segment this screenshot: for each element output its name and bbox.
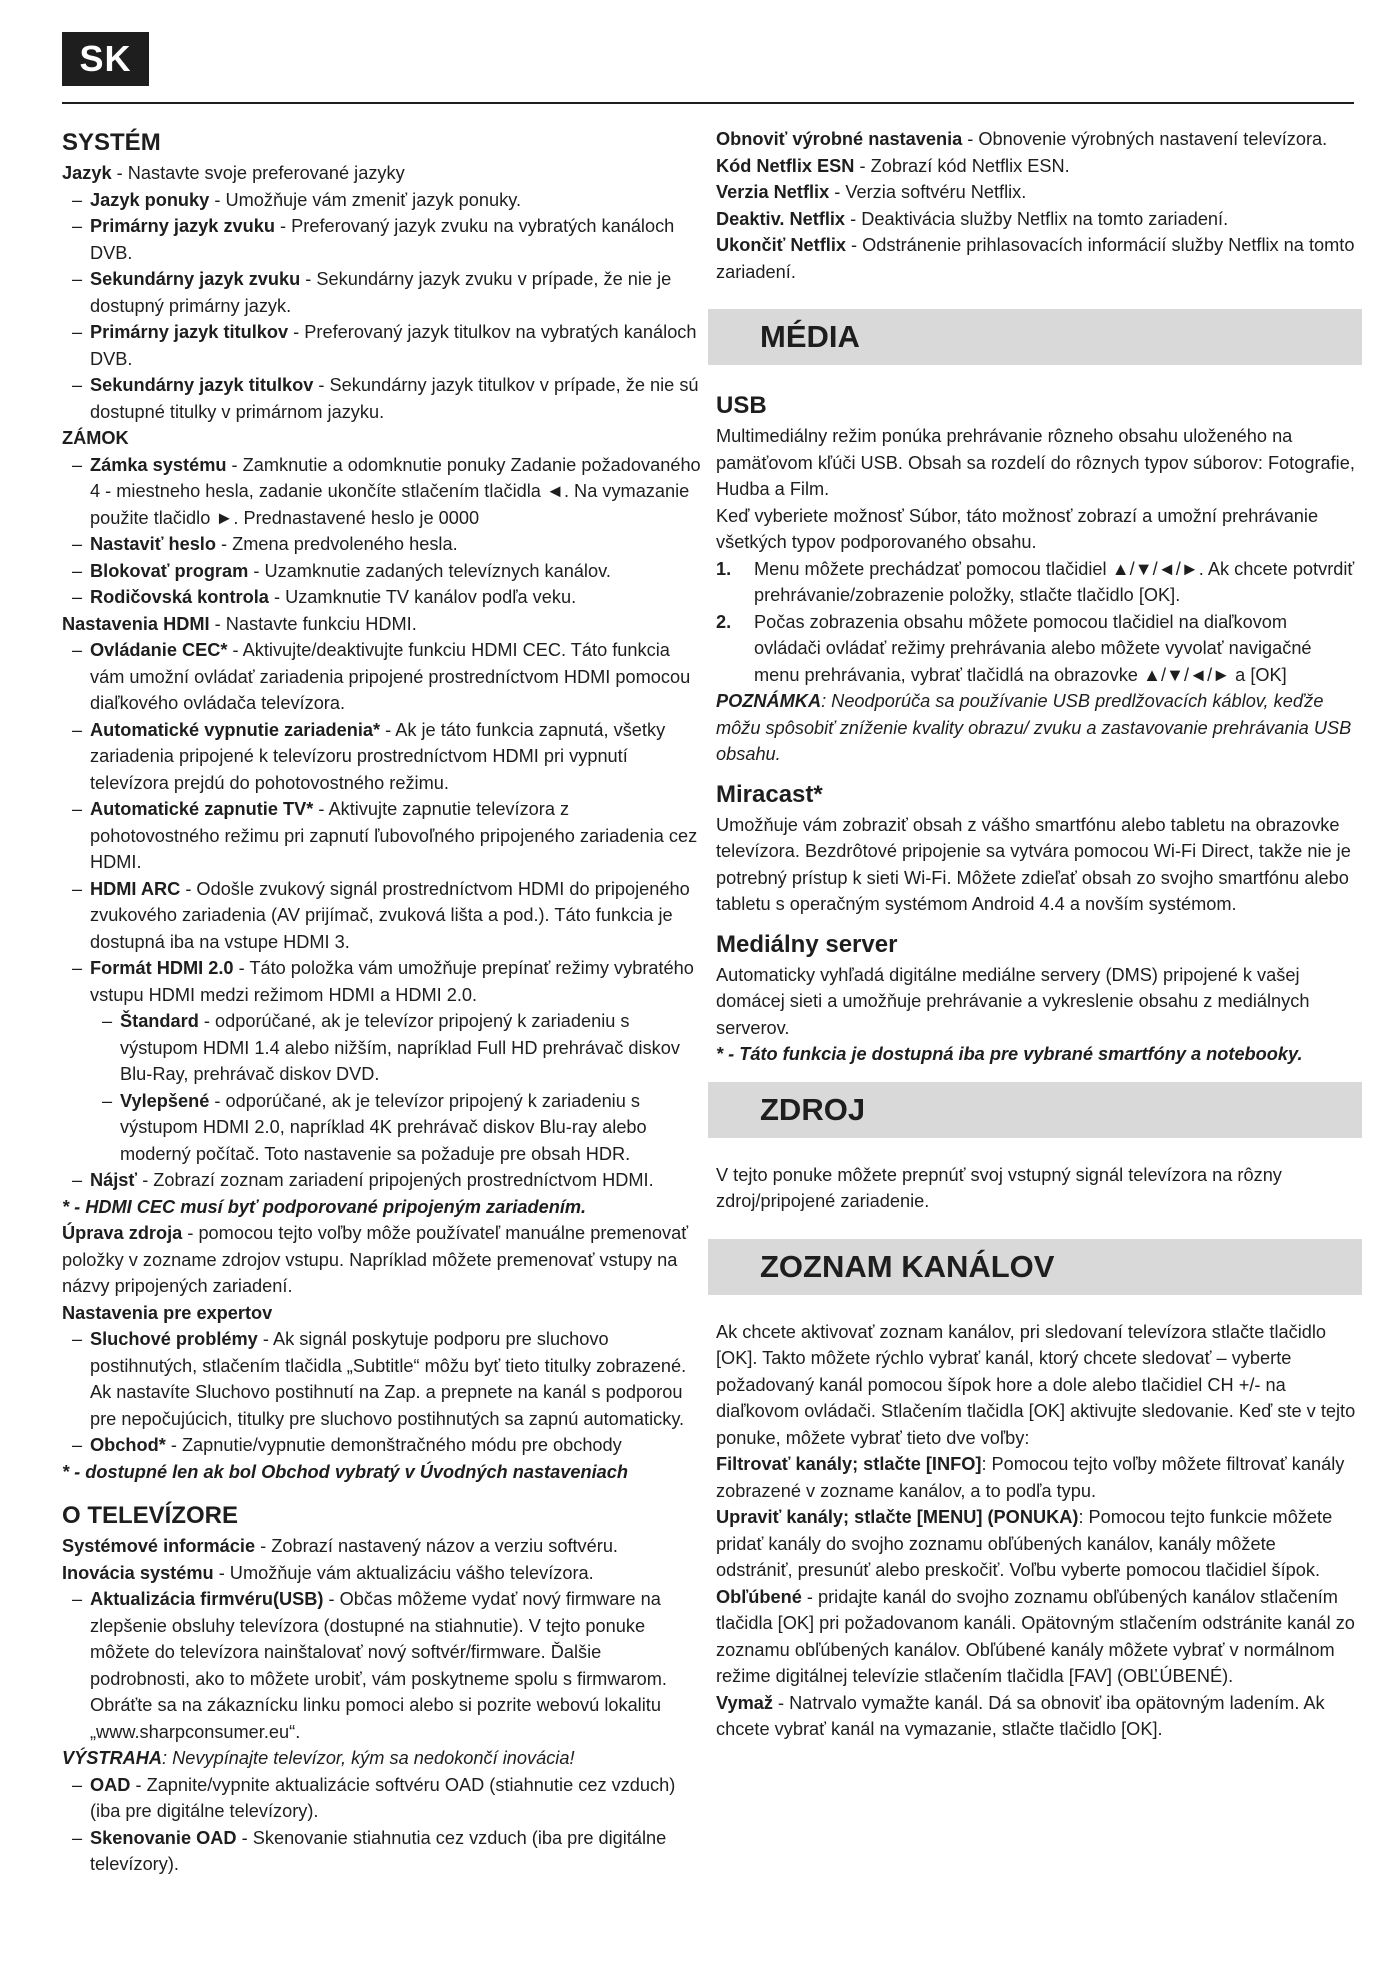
list-item xyxy=(62,372,702,425)
description: - Zobrazí nastavený názov a verziu softvéru. xyxy=(255,1536,618,1556)
description: - Sekundárny jazyk titulkov v prípade, že nie sú dostupné titulky v primárnom jazyku. xyxy=(90,375,699,422)
oad-list xyxy=(62,1772,702,1878)
lock-heading: ZÁMOK xyxy=(62,428,129,448)
term: Ukončiť Netflix xyxy=(716,235,846,255)
netflix-esn xyxy=(716,153,1356,180)
description: - Nastavte svoje preferované jazyky xyxy=(111,163,405,183)
term: Nájsť xyxy=(90,1170,138,1190)
usb-step xyxy=(716,556,1356,609)
note-text: : Neodporúča sa používanie USB predlžovacích káblov, keďže môžu spôsobiť zníženie kvality obrazu/ zvuku a zastavovanie prehrávania USB obsahu. xyxy=(716,691,1352,764)
list-item xyxy=(62,1586,702,1745)
step-text: Počas zobrazenia obsahu môžete pomocou tlačidiel na diaľkovom ovládači ovládať režimy prehrávania alebo môžete vyvolať navigačné menu prehrávania, vybrať tlačidlá na obrazovke ▲/▼/◄/► a [OK] xyxy=(754,611,1312,685)
description: - Ak signál poskytuje podporu pre sluchovo postihnutých, stlačením tlačidla „Subtitle“ môžu byť tieto titulky zobrazené. Ak nastavíte Sluchovo postihnutí na Zap. a prepnete na kanál s podporou pre nepočujúcich, titulky pre sluchovo postihnutých sa zapnú automaticky. xyxy=(90,1329,687,1429)
header-divider xyxy=(62,102,1354,104)
term: OAD xyxy=(90,1774,131,1795)
list-item xyxy=(62,1772,702,1825)
description: - Sekundárny jazyk zvuku v prípade, že nie je dostupný primárny jazyk. xyxy=(90,269,672,316)
find-devices-item xyxy=(62,1167,702,1194)
description: - Občas môžeme vydať nový firmware na zlepšenie obsluhy televízora (dostupné na stiahnutie). V tejto ponuke môžete do televízora nainštalovať nový softvér/firmware. Ďalšie podrobnosti, ako to môžete urobiť, vám poskytneme spolu s firmwarom. Obráťte sa na zákaznícku linku pomoci alebo si pozrite webovú lokalitu „www.sharpconsumer.eu“. xyxy=(90,1589,667,1742)
right-column xyxy=(716,126,1356,1743)
term: HDMI ARC xyxy=(90,878,181,899)
description: - Uzamknutie zadaných televíznych kanálov. xyxy=(248,560,611,581)
language-badge: SK xyxy=(62,32,149,86)
note-label: POZNÁMKA xyxy=(716,691,822,711)
step-text: Menu môžete prechádzať pomocou tlačidiel ▲/▼/◄/►. Ak chcete potvrdiť prehrávanie/zobrazenie položky, stlačte tlačidlo [OK]. xyxy=(754,558,1355,605)
term: Aktualizácia firmvéru(USB) xyxy=(90,1589,324,1609)
hdmi-format-sublist xyxy=(62,1008,702,1167)
list-item xyxy=(62,1825,702,1878)
term: Skenovanie OAD xyxy=(90,1827,237,1848)
system-info xyxy=(62,1533,702,1560)
term: Nastavenia HDMI xyxy=(62,613,210,634)
list-item xyxy=(62,876,702,956)
list-item xyxy=(62,584,702,611)
list-item xyxy=(62,213,702,266)
netflix-version xyxy=(716,179,1356,206)
term: Deaktiv. Netflix xyxy=(716,208,846,229)
term: Ovládanie CEC* xyxy=(90,640,228,660)
description: - pomocou tejto voľby môže používateľ manuálne premenovať položky v zozname zdrojov vstupu. Napríklad môžete premenovať vstupy na názvy pripojených zariadení. xyxy=(62,1223,689,1296)
list-item xyxy=(62,531,702,558)
left-column xyxy=(62,126,702,1878)
description: - Natrvalo vymažte kanál. Dá sa obnoviť iba opätovným ladením. Ak chcete vybrať kanál na vymazanie, stlačte tlačidlo [OK]. xyxy=(716,1692,1325,1739)
list-item xyxy=(62,319,702,372)
miracast-title: Miracast* xyxy=(716,780,823,808)
usb-paragraph-2: Keď vyberiete možnosť Súbor, táto možnosť zobrazí a umožní prehrávanie všetkých typov podporovaného obsahu. xyxy=(716,505,1319,552)
term: Štandard xyxy=(120,1011,199,1031)
description: - Nastavte funkciu HDMI. xyxy=(209,613,417,634)
list-item xyxy=(62,955,702,1008)
lock-list xyxy=(62,452,702,611)
favourites xyxy=(716,1584,1356,1690)
description: - Ak je táto funkcia zapnutá, všetky zariadenia pripojené k televízoru prostredníctvom HDMI pri vypnutí televízora prejdú do pohotovostného režimu. xyxy=(90,719,666,793)
list-item xyxy=(62,266,702,319)
term: Formát HDMI 2.0 xyxy=(90,958,234,978)
description: - Aktivujte zapnutie televízora z pohotovostného režimu pri zapnutí ľubovoľného pripojeného zariadenia cez HDMI. xyxy=(90,799,698,872)
list-item xyxy=(92,1088,702,1168)
hdmi-settings xyxy=(62,611,702,638)
list-item xyxy=(62,796,702,876)
expert-list xyxy=(62,1326,702,1459)
description: - Preferovaný jazyk titulkov na vybratých kanáloch DVB. xyxy=(90,322,697,369)
term: Primárny jazyk titulkov xyxy=(90,322,289,342)
description: - Obnovenie výrobných nastavení televízora. xyxy=(962,129,1328,149)
expert-heading: Nastavenia pre expertov xyxy=(62,1302,273,1323)
term: Blokovať program xyxy=(90,560,249,581)
term: Zámka systému xyxy=(90,454,227,475)
term: Verzia Netflix xyxy=(716,182,830,202)
delete-channel xyxy=(716,1690,1356,1743)
list-item xyxy=(62,1326,702,1432)
description: - Uzamknutie TV kanálov podľa veku. xyxy=(268,587,577,607)
description: - Zapnutie/vypnutie demonštračného módu pre obchody xyxy=(165,1435,622,1455)
source-text: V tejto ponuke môžete prepnúť svoj vstupný signál televízora na rôzny zdroj/pripojené zariadenie. xyxy=(716,1164,1282,1211)
description: : Pomocou tejto voľby môžete filtrovať kanály zobrazené v zozname kanálov, a to podľa typu. xyxy=(716,1454,1345,1501)
cec-footnote: * - HDMI CEC musí byť podporované pripojeným zariadením. xyxy=(62,1196,587,1217)
list-item xyxy=(62,1432,702,1459)
description: - Verzia softvéru Netflix. xyxy=(829,182,1027,202)
step-number: 2. xyxy=(716,611,732,632)
description: - Odstránenie prihlasovacích informácií služby Netflix na tomto zariadení. xyxy=(716,235,1355,282)
description: - odporúčané, ak je televízor pripojený k zariadeniu s výstupom HDMI 1.4 alebo nižším, napríklad Full HD prehrávač diskov Blu-Ray, prehrávač diskov DVD. xyxy=(120,1011,680,1084)
description: - Táto položka vám umožňuje prepínať režimy vybratého vstupu HDMI medzi režimom HDMI a HDMI 2.0. xyxy=(90,958,694,1005)
description: - Zobrazí zoznam zariadení pripojených prostredníctvom HDMI. xyxy=(137,1170,654,1190)
section-band-media: MÉDIA xyxy=(708,309,1362,365)
term: Primárny jazyk zvuku xyxy=(90,216,275,236)
term: Inovácia systému xyxy=(62,1562,214,1583)
usb-step xyxy=(716,609,1356,689)
update-list xyxy=(62,1586,702,1745)
section-band-channel-list: ZOZNAM KANÁLOV xyxy=(708,1239,1362,1295)
term: Systémové informácie xyxy=(62,1536,256,1556)
description: : Pomocou tejto funkcie môžete pridať kanály do svojho zoznamu obľúbených kanálov, kanály môžete odstrániť, presunúť alebo preskočiť. Voľbu vyberte pomocou tlačidiel šípok. xyxy=(716,1507,1333,1580)
description: - Zmena predvoleného hesla. xyxy=(215,534,458,554)
list-item xyxy=(62,637,702,717)
filter-channels xyxy=(716,1451,1356,1504)
term: Sekundárny jazyk zvuku xyxy=(90,269,301,289)
usb-steps xyxy=(716,556,1356,689)
description: - Umožňuje vám zmeniť jazyk ponuky. xyxy=(209,189,522,210)
usb-paragraph-1: Multimediálny režim ponúka prehrávanie rôzneho obsahu uloženého na pamäťovom kľúči USB. Obsah sa rozdelí do rôznych typov súborov: Fotografie, Hudba a Film. xyxy=(716,426,1355,499)
language-setting xyxy=(62,160,702,187)
list-item xyxy=(62,452,702,532)
term: Filtrovať kanály; stlačte [INFO] xyxy=(716,1454,982,1474)
term: Automatické zapnutie TV* xyxy=(90,799,314,819)
list-item xyxy=(62,558,702,585)
warning-note xyxy=(62,1745,702,1772)
edit-channels xyxy=(716,1504,1356,1584)
description: - Zapnite/vypnite aktualizácie softvéru OAD (stiahnutie cez vzduch) (iba pre digitálne televízory). xyxy=(90,1774,676,1821)
term: Kód Netflix ESN xyxy=(716,155,855,176)
miracast-text: Umožňuje vám zobraziť obsah z vášho smartfónu alebo tabletu na obrazovke televízora. Bezdrôtové pripojenie sa vytvára pomocou Wi-Fi Direct, takže nie je potrebný prístup k sieti Wi-Fi. Môžete zdieľať obsah zo svojho smartfónu alebo tabletu s operačným systémom Android 4.4 a novším systémom. xyxy=(716,814,1351,914)
term: Automatické vypnutie zariadenia* xyxy=(90,719,381,740)
section-title-about: O TELEVÍZORE xyxy=(62,1502,239,1529)
description: - Umožňuje vám aktualizáciu vášho televízora. xyxy=(213,1562,594,1583)
description: - odporúčané, ak je televízor pripojený k zariadeniu s výstupom HDMI 2.0, napríklad 4K prehrávač diskov Blu-ray alebo moderný počítač. Toto nastavenie sa požaduje pre obsah HDR. xyxy=(120,1090,647,1164)
channel-list-intro: Ak chcete aktivovať zoznam kanálov, pri sledovaní televízora stlačte tlačidlo [OK]. Takto môžete rýchlo vybrať kanál, ktorý chcete sledovať – vyberte požadovaný kanál pomocou šípok hore a dole alebo tlačidiel CH +/- na diaľkovom ovládači. Stlačením tlačidla [OK] aktivujte sledovanie. Keď ste v tejto ponuke, môžete vybrať tieto dve voľby: xyxy=(716,1321,1356,1448)
netflix-deactivate xyxy=(716,206,1356,233)
media-server-title: Mediálny server xyxy=(716,930,898,958)
list-item xyxy=(62,717,702,797)
warning-label: VÝSTRAHA xyxy=(62,1748,163,1768)
list-item xyxy=(62,187,702,214)
step-number: 1. xyxy=(716,558,732,579)
netflix-sign-out xyxy=(716,232,1356,285)
description: - Odošle zvukový signál prostredníctvom HDMI do pripojeného zvukového zariadenia (AV prijímač, zvuková lišta a pod.). Táto funkcia je dostupná iba na vstupe HDMI 3. xyxy=(90,878,690,952)
factory-reset xyxy=(716,126,1356,153)
term: Jazyk xyxy=(62,163,112,183)
term: Obnoviť výrobné nastavenia xyxy=(716,129,963,149)
warning-text: : Nevypínajte televízor, kým sa nedokončí inovácia! xyxy=(162,1748,575,1768)
media-server-note: * - Táto funkcia je dostupná iba pre vybrané smartfóny a notebooky. xyxy=(716,1044,1303,1064)
hdmi-list xyxy=(62,637,702,1008)
term: Nastaviť heslo xyxy=(90,534,216,554)
description: - pridajte kanál do svojho zoznamu obľúbených kanálov stlačením tlačidla [OK] pri požadovanom kanáli. Opätovným stlačením odstránite kanál zo zoznamu obľúbených kanálov. Obľúbené kanály môžete vybrať v normálnom režime digitálnej televízie stlačením tlačidla [FAV] (OBĽÚBENÉ). xyxy=(716,1586,1355,1686)
term: Vylepšené xyxy=(120,1090,210,1111)
term: Obľúbené xyxy=(716,1586,802,1607)
description: - Skenovanie stiahnutia cez vzduch (iba pre digitálne televízory). xyxy=(90,1827,667,1874)
description: - Zobrazí kód Netflix ESN. xyxy=(854,155,1070,176)
term: Rodičovská kontrola xyxy=(90,587,269,607)
description: - Deaktivácia služby Netflix na tomto zariadení. xyxy=(845,208,1229,229)
source-edit-setting xyxy=(62,1220,702,1300)
language-list xyxy=(62,187,702,426)
term: Upraviť kanály; stlačte [MENU] (PONUKA) xyxy=(716,1507,1079,1527)
term: Sekundárny jazyk titulkov xyxy=(90,375,314,395)
usb-note xyxy=(716,688,1356,768)
shop-footnote: * - dostupné len ak bol Obchod vybratý v Úvodných nastaveniach xyxy=(62,1461,628,1482)
list-item xyxy=(92,1008,702,1088)
media-server-text: Automaticky vyhľadá digitálne mediálne servery (DMS) pripojené k vašej domácej sieti a umožňuje prehrávanie a vykreslenie obsahu z mediálnych serverov. xyxy=(716,964,1310,1038)
term: Jazyk ponuky xyxy=(90,189,210,210)
section-band-source: ZDROJ xyxy=(708,1082,1362,1138)
term: Úprava zdroja xyxy=(62,1223,183,1243)
description: - Preferovaný jazyk zvuku na vybratých kanáloch DVB. xyxy=(90,216,675,263)
term: Sluchové problémy xyxy=(90,1329,258,1349)
term: Obchod* xyxy=(90,1435,166,1455)
usb-title: USB xyxy=(716,392,767,419)
description: - Aktivujte/deaktivujte funkciu HDMI CEC. Táto funkcia vám umožní ovládať zariadenia pripojené prostredníctvom HDMI pomocou diaľkového ovládača televízora. xyxy=(90,640,691,713)
section-title-system: SYSTÉM xyxy=(62,129,161,156)
term: Vymaž xyxy=(716,1692,773,1713)
description: - Zamknutie a odomknutie ponuky Zadanie požadovaného 4 - miestneho hesla, zadanie ukončíte stlačením tlačidla ◄. Na vymazanie použite tlačidlo ►. Prednastavené heslo je 0000 xyxy=(90,454,701,528)
system-update xyxy=(62,1560,702,1587)
